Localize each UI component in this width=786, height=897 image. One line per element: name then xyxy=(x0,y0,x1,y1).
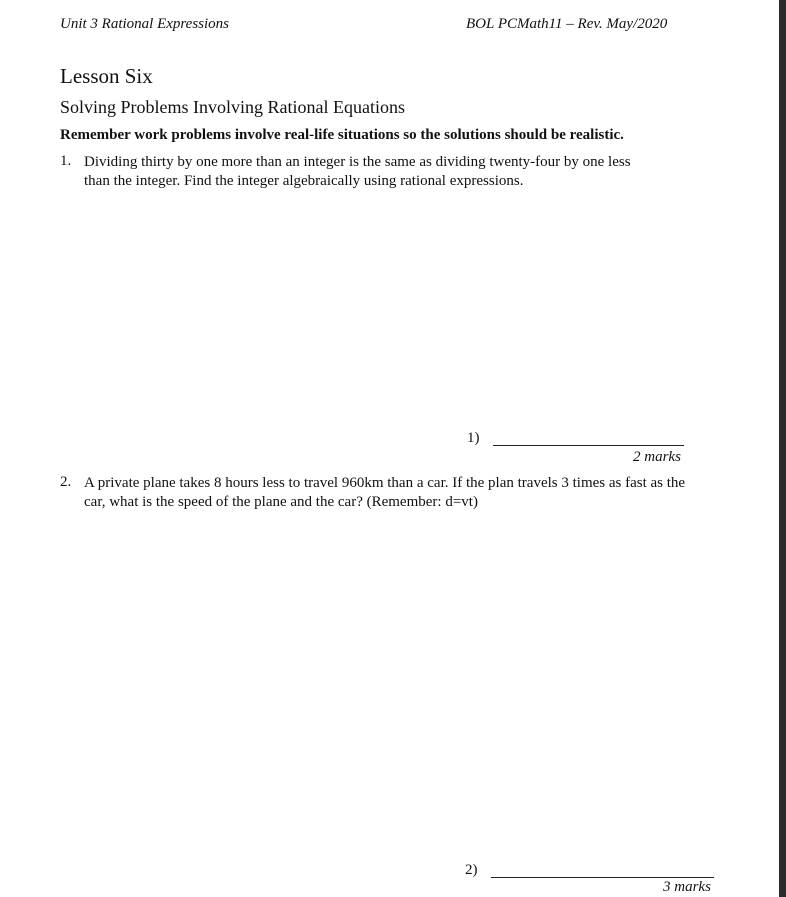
question-2-number: 2. xyxy=(60,474,72,490)
question-2-marks: 3 marks xyxy=(663,879,711,895)
page-edge-divider xyxy=(779,0,786,897)
question-1-line-1: Dividing thirty by one more than an integer is the same as dividing twenty-four by one less xyxy=(84,154,631,170)
question-1-number: 1. xyxy=(60,153,72,169)
reminder-note: Remember work problems involve real-life situations so the solutions should be realistic. xyxy=(60,127,624,143)
question-2-line-2: car, what is the speed of the plane and the car? (Remember: d=vt) xyxy=(84,494,478,510)
answer-1-line[interactable] xyxy=(493,445,684,446)
question-2-line-1: A private plane takes 8 hours less to travel 960km than a car. If the plan travels 3 times as fast as the xyxy=(84,475,686,491)
question-1-line-2: than the integer. Find the integer algebraically using rational expressions. xyxy=(84,173,524,189)
header-unit-title: Unit 3 Rational Expressions xyxy=(60,16,230,32)
lesson-subtitle: Solving Problems Involving Rational Equations xyxy=(60,97,405,117)
answer-2-line[interactable] xyxy=(491,877,714,878)
answer-2-label: 2) xyxy=(465,862,478,878)
question-1-marks: 2 marks xyxy=(633,449,681,465)
lesson-title: Lesson Six xyxy=(60,64,153,88)
answer-1-label: 1) xyxy=(467,430,480,446)
header-course-revision: BOL PCMath11 – Rev. May/2020 xyxy=(466,16,668,32)
